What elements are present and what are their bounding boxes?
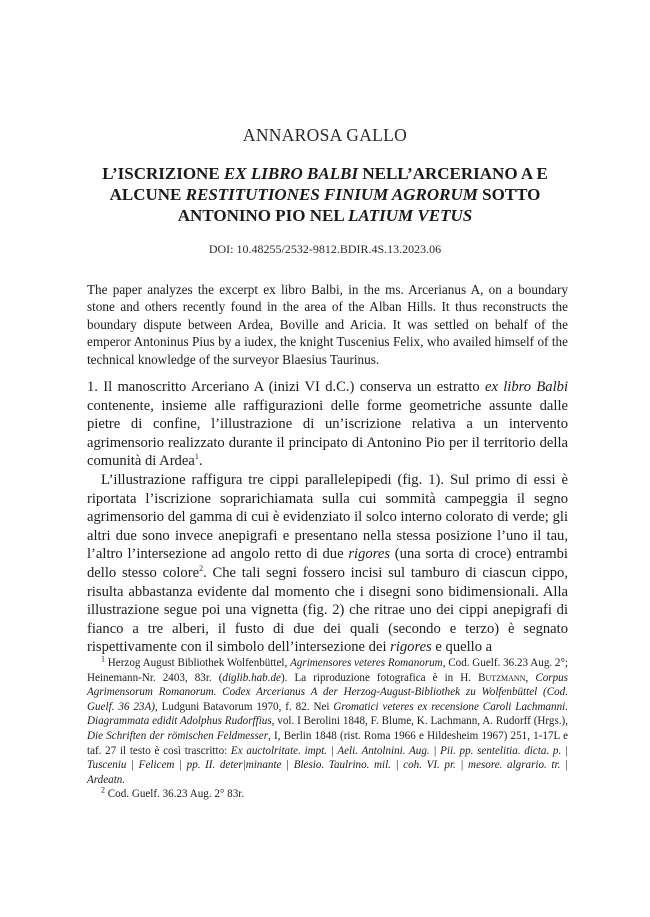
body-text-run: . Che tali segni fossero incisi sul tamburo di ciascun cippo, risulta abbastanza evidente dal momento che i disegni sono bidimensionali. Alla illustrazione segue poi una vignetta (fig. 2) che ritrae uno dei cippi anepigrafi di fianco a tre alberi, il fusto di due dei quali (secondo e terzo) è segnato rispettivamente con il simbolo dell’intersezione dei <box>87 564 569 656</box>
footnote-text: Herzog August Bibliothek Wolfenbüttel, <box>105 657 291 669</box>
title-italic-text: EX LIBRO BALBI <box>223 164 359 183</box>
footnote-1 <box>87 656 568 787</box>
body-text-run: e quello a <box>431 639 493 656</box>
title-italic-text: LATIUM VETUS <box>347 206 473 225</box>
title-text: SOTTO ANTONINO PIO NEL <box>177 185 541 225</box>
body-text-run: . <box>198 453 203 470</box>
footnote-text: , Cod. Guelf. 36.23 Aug. 2°; Heinemann-Nr. 2403, 83r. ( <box>87 657 568 684</box>
author-name: ANNAROSA GALLO <box>242 125 408 145</box>
body-paragraph <box>87 471 568 657</box>
footnote-ref[interactable]: 2 <box>199 564 204 574</box>
body-text-run: contenente, insieme alle raffigurazioni delle forme geometriche assunte dalle pietre di confine, l’illustrazione di un’iscrizione relativa a un intervento agrimensorio realizzato durante il principato di Antonino Pio per il territorio della comunità di Ardea <box>87 397 568 470</box>
footnote-number: 2 <box>101 785 105 795</box>
doi-line: DOI: 10.48255/2532-9812.BDIR.4S.13.2023.06 <box>208 242 442 256</box>
body-text-run: L’illustrazione raffigura tre cippi parallelepipedi (fig. 1). Sul primo di essi è riportata l’iscrizione soprarichiamata sulla cui sommità campeggia il segno agrimensorio del gamma di cui è evidenziato il solco interno colorato di verde; gli altri due sono invece anepigrafi e presentano nella stessa posizione l’uno il tau, l’altro l’intersezione ad angolo retto di due <box>87 471 568 563</box>
footnote-text: , I, Berlin 1848 (rist. Roma 1966 e Hildesheim 1967) 251, 1-17L e taf. 27 il testo è così trascritto: <box>87 729 568 757</box>
footnote-italic: Die Schriften der römischen Feldmesser <box>87 729 269 742</box>
body-paragraph <box>87 378 568 471</box>
footnote-ref[interactable]: 1 <box>194 452 199 462</box>
footnote-text: , <box>525 671 536 684</box>
abstract: The paper analyzes the excerpt ex libro Balbi, in the ms. Arcerianus A, on a boundary stone and others recently found in the area of the Alban Hills. It thus reconstructs the boundary dispute between Ardea, Boville and Aricia. It was settled on behalf of the emperor Antoninus Pius by a iudex, the knight Tuscenius Felix, who availed himself of the technical knowledge of the surveyor Blaesius Taurinus. <box>87 282 568 367</box>
body-italic-run: rigores <box>348 546 390 563</box>
body-text-run: (una sorta di croce) entrambi dello stesso colore <box>87 546 568 581</box>
footnote-text: , Ludguni Batavorum 1970, f. 82. Nei <box>154 700 334 713</box>
title-italic-text: RESTITUTIONES FINIUM AGRORUM <box>185 185 478 204</box>
title-text: NELL’ARCERIANO A E ALCUNE <box>109 164 548 204</box>
body-text <box>87 378 568 657</box>
footnote-smallcaps: Butzmann <box>478 671 526 684</box>
title-text: L’ISCRIZIONE <box>102 164 224 183</box>
footnote-italic: diglib.hab.de <box>222 671 281 684</box>
body-italic-run: ex libro Balbi <box>485 379 569 395</box>
footnote-text: Cod. Guelf. 36.23 Aug. 2° 83r. <box>105 788 245 801</box>
footnote-number: 1 <box>101 654 105 664</box>
footnotes <box>87 656 568 802</box>
footnote-text: , vol. I Berolini 1848, F. Blume, K. Lachmann, A. Rudorff (Hrgs.), <box>271 715 569 728</box>
footnote-italic: Gromatici veteres ex recensione Caroli Lachmanni. Diagrammata edidit Adolphus Rudorffius <box>87 700 568 728</box>
footnote-italic: Ex auctolritate. impt. | Aeli. Antolnini. Aug. | Pii. pp. sentelitia. dicta. p. | Tusceniu | Felicem | pp. II. deter|minante | Blesio. Taulrino. mil. | coh. VI. pr. | mesore. algrario. tr. | Ardeatn. <box>87 744 568 786</box>
footnote-italic: Agrimensores veteres Romanorum <box>290 657 443 669</box>
footnote-italic: Corpus Agrimensorum Romanorum. Codex Arcerianus A der Herzog-August-Bibliothek zu Wolfenbüttel (Cod. Guelf. 36 23A) <box>87 671 568 713</box>
footnote-2 <box>87 787 568 802</box>
body-italic-run: rigores <box>390 639 432 656</box>
article-title <box>70 163 580 226</box>
footnote-text: ). La riproduzione fotografica è in H. <box>280 671 479 684</box>
body-text-run: 1. Il manoscritto Arceriano A (inizi VI d.C.) conserva un estratto <box>87 379 485 395</box>
